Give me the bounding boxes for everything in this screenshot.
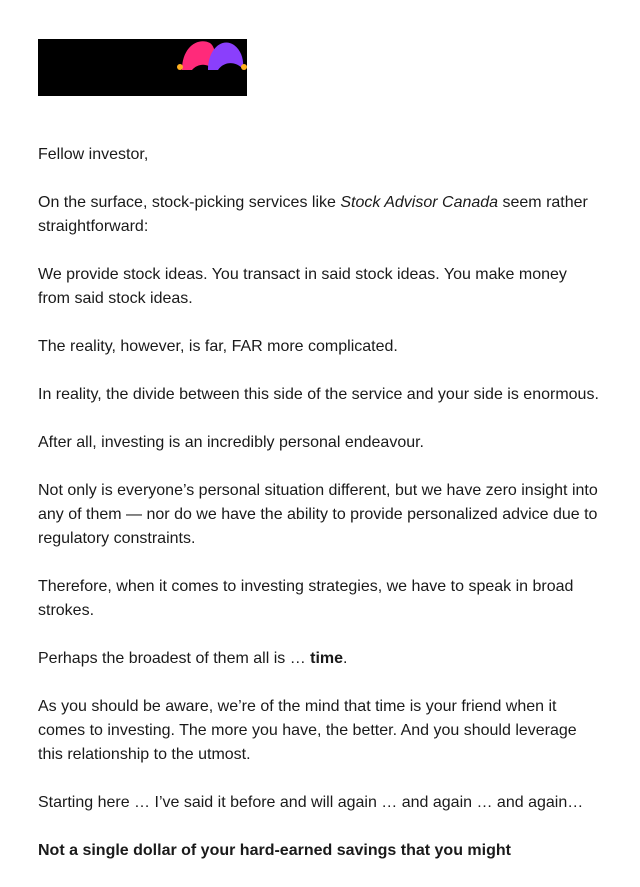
paragraph: On the surface, stock-picking services like Stock Advisor Canada seem rather straightforward: [38, 194, 588, 235]
paragraph-bold: Not a single dollar of your hard-earned savings that you might [38, 842, 511, 859]
paragraph: As you should be aware, we’re of the mind that time is your friend when it comes to investing. The more you have, the better. And you should leverage this relationship to the utmost. [38, 698, 577, 763]
paragraph: The reality, however, is far, FAR more complicated. [38, 338, 398, 355]
paragraph: Perhaps the broadest of them all is … time. [38, 650, 348, 667]
paragraph: Starting here … I’ve said it before and will again … and again … and again… [38, 794, 584, 811]
letter-body [38, 143, 603, 887]
paragraph: We provide stock ideas. You transact in said stock ideas. You make money from said stock ideas. [38, 266, 567, 307]
jester-cap-icon [38, 39, 247, 96]
greeting: Fellow investor, [38, 146, 149, 163]
paragraph: Not only is everyone’s personal situation different, but we have zero insight into any of them — nor do we have the ability to provide personalized advice due to regulatory constraints. [38, 482, 598, 547]
product-name: Stock Advisor Canada [340, 194, 499, 211]
paragraph: Therefore, when it comes to investing strategies, we have to speak in broad strokes. [38, 578, 574, 619]
paragraph: In reality, the divide between this side of the service and your side is enormous. [38, 386, 599, 403]
motley-fool-logo[interactable] [38, 39, 247, 96]
paragraph: After all, investing is an incredibly personal endeavour. [38, 434, 424, 451]
emphasis-time: time [310, 650, 344, 667]
